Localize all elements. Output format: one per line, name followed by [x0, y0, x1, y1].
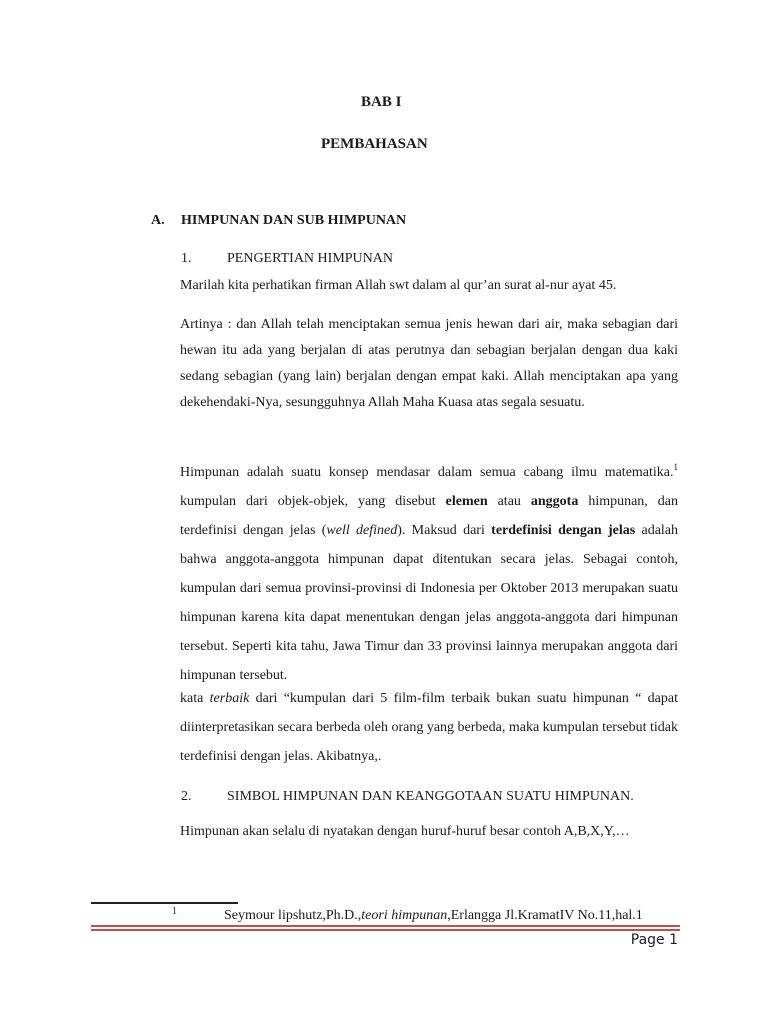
term-terdefinisi: terdefinisi dengan jelas [491, 523, 636, 538]
page-number: Page 1 [630, 932, 678, 948]
paragraph-4 [180, 684, 678, 771]
section-a-marker: A. [151, 213, 165, 228]
paragraph-3 [180, 453, 678, 690]
footnote-marker[interactable]: 1 [673, 462, 678, 472]
footnote-publisher: ,Erlangga Jl.KramatIV No.11,hal.1 [447, 908, 643, 923]
p3-text-6: adalah bahwa anggota-anggota himpunan dapat ditentukan secara jelas. Sebagai contoh, kumpulan dari semua provinsi-provinsi di Indonesia per Oktober 2013 merupakan suatu himpunan karena kita dapat menentukan dengan jelas anggota-anggota dari himpunan tersebut. Seperti kita tahu, Jawa Timur dan 33 provinsi lainnya merupakan anggota dari himpunan tersebut. [180, 523, 679, 683]
section-a-title: HIMPUNAN DAN SUB HIMPUNAN [181, 213, 407, 228]
paragraph-1: Marilah kita perhatikan firman Allah swt dalam al qur’an surat al-nur ayat 45. [180, 278, 617, 293]
p4-text-1: kata [180, 691, 210, 706]
paragraph-2: Artinya : dan Allah telah menciptakan semua jenis hewan dari air, maka sebagian dari hewan itu ada yang berjalan di atas perutnya dan sebagian berjalan dengan dua kaki sedang sebagian (yang lain) berjalan dengan empat kaki. Allah menciptakan apa yang dekehendaki-Nya, sesungguhnya Allah Maha Kuasa atas segala sesuatu. [180, 317, 678, 410]
chapter-title: BAB I [361, 94, 402, 110]
footnote-separator [91, 902, 238, 904]
footer-rule-top [91, 925, 680, 927]
p3-text-1: Himpunan adalah suatu konsep mendasar dalam semua cabang ilmu matematika. [180, 465, 674, 480]
p4-text-2: dari “kumpulan dari 5 film-film terbaik bukan suatu himpunan “ dapat diinterpretasikan secara berbeda oleh orang yang berbeda, maka kumpulan tersebut tidak terdefinisi dengan jelas. Akibatnya,. [180, 691, 678, 764]
sub2-title: SIMBOL HIMPUNAN DAN KEANGGOTAAN SUATU HIMPUNAN. [227, 789, 634, 804]
p3-text-3: atau [487, 494, 531, 509]
term-elemen: elemen [445, 494, 488, 509]
sub2-number: 2. [181, 789, 192, 804]
term-well-defined: well defined [326, 523, 398, 538]
chapter-subtitle: PEMBAHASAN [321, 136, 428, 152]
term-terbaik: terbaik [209, 691, 250, 706]
sub1-title: PENGERTIAN HIMPUNAN [227, 251, 393, 266]
p3-text-2: kumpulan dari objek-objek, yang disebut [180, 494, 446, 509]
footnote-book-title: teori himpunan [361, 908, 448, 923]
paragraph-5: Himpunan akan selalu di nyatakan dengan huruf-huruf besar contoh A,B,X,Y,… [180, 824, 630, 839]
footer-rule-bottom [91, 929, 680, 931]
term-anggota: anggota [530, 494, 579, 509]
footnote-reference [224, 908, 643, 924]
footnote-number: 1 [172, 906, 177, 917]
p3-text-5: ). Maksud dari [397, 523, 492, 538]
footnote-author: Seymour lipshutz,Ph.D., [224, 908, 362, 923]
sub1-number: 1. [181, 251, 192, 266]
p3-text-4: himpunan, dan terdefinisi dengan jelas ( [180, 494, 678, 538]
